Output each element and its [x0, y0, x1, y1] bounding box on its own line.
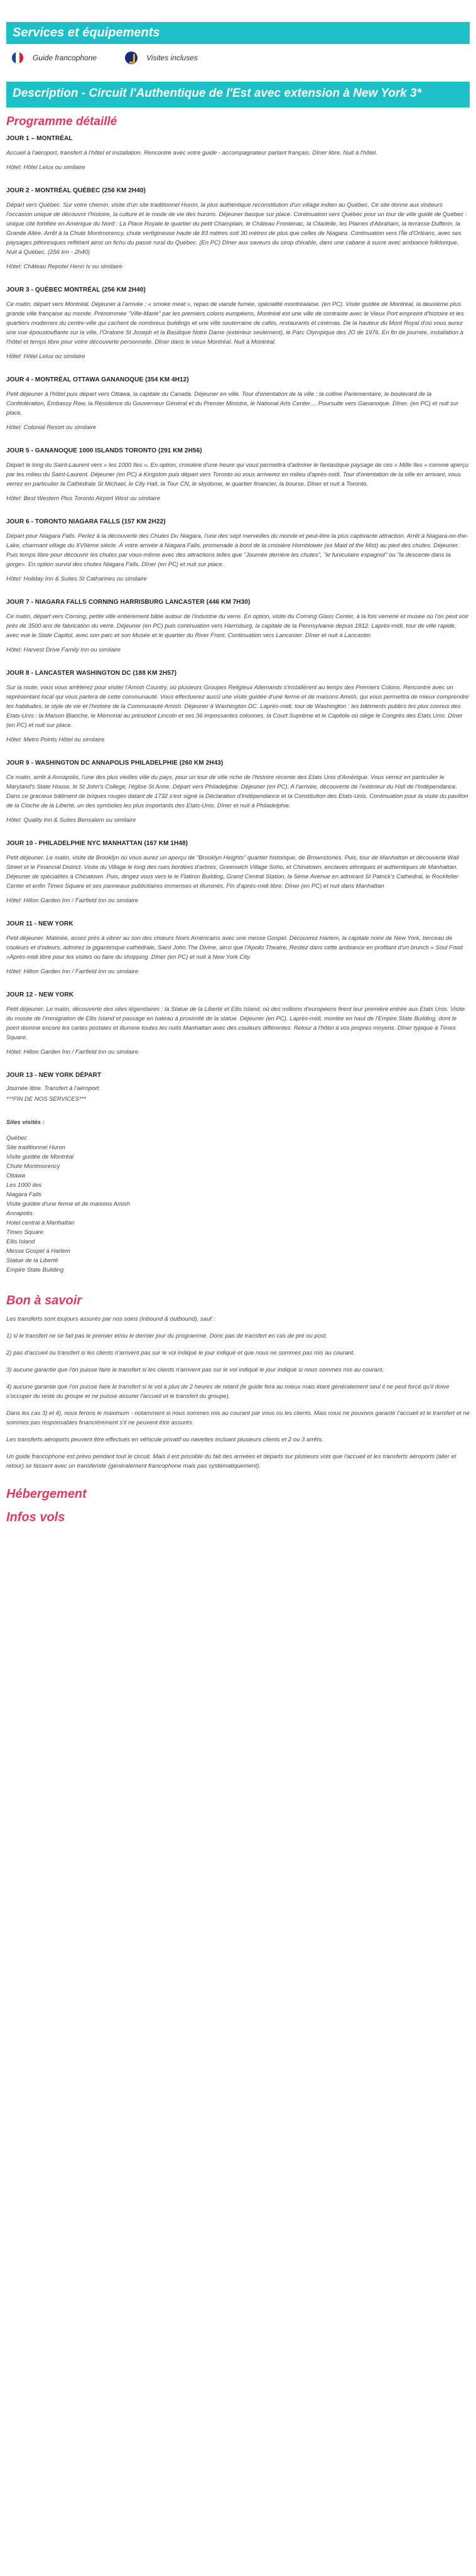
day-title: JOUR 3 - QUÉBEC MONTRÉAL (256 KM 2H40)	[6, 286, 146, 293]
infos-vols-title: Infos vols	[6, 1510, 65, 1524]
site-item: Visite guidée de Montréal	[6, 1153, 74, 1160]
day-title: JOUR 6 - TORONTO NIAGARA FALLS (157 KM 2H22)	[6, 518, 166, 525]
site-item: Empire State Building	[6, 1266, 64, 1274]
day-title: JOUR 2 - MONTRÉAL QUÉBEC (256 KM 2H40)	[6, 187, 146, 194]
site-item: Chute Montmorency	[6, 1162, 60, 1170]
day-text: Départ vers Québec. Sur votre chemin, visite d'un site traditionnel Huron, la plus authentique reconstitution d'un village indien au Québec. Ce site donne aux visiteurs l'occasion unique de découvrir l'histoire, la culture et le mode de vie des hurons. Déjeuner basque sur place. Continuation vers Québec pour un tour de ville guidé de Québec : unique cité fortifiée en Amérique du Nord : La Place Royale le quartier du petit Champlain, le Château Frontenac, la Citadelle, les Plaines d'Abraham, la terrasse Dufferin, la Grande Allée. Arrêt à la Chute Montmorency, chute vertigineuse haute de 83 mètres soit 30 mètres de plus que celles de Niagara. Continuation vers l'Île d'Orléans, avec ses paysages pittoresques reflétant ainsi un fichu du passé rural du Québec. (En PC) Dîner aux saveurs du sirop d'érable, dans une cabane à sucre avec ambiance folklorique. Nuit à Québec. (256 km - 2h40)	[6, 201, 467, 256]
day-text: Petit déjeuner. Matinée, assez près à vibrer au son des chœurs Noirs Américains avec une messe Gospel. Découvrez Harlem, la capitale noire de New York, berceau de couleurs et d'odeurs, admirez la gigantesque cathédrale, Saint John The Divine, ainsi que l'Apollo Theatre. Restez dans cette ambiance en profitant d'un brunch « Soul Food »Après-midi libre pour les visites ou faire du shopping. Dîner (en PC) et nuit à New York City.	[6, 934, 463, 961]
day-title: JOUR 1 – MONTRÉAL	[6, 134, 73, 142]
departure-text: Journée libre. Transfert à l'aéroport.	[6, 1084, 101, 1092]
day-title: JOUR 4 - MONTRÉAL OTTAWA GANANOQUE (354 KM 4H12)	[6, 376, 189, 383]
program-title: Programme détaillé	[6, 114, 117, 128]
day-hotel: Hôtel: Hilton Garden Inn / Fairfield Inn ou similaire	[6, 1048, 139, 1056]
day-title: JOUR 13 - NEW YORK DÉPART	[6, 1071, 102, 1079]
day-hotel: Hôtel: Colonial Resort ou similaire	[6, 423, 97, 431]
day-title: JOUR 8 - LANCASTER WASHINGTON DC (188 KM 2H57)	[6, 669, 177, 677]
site-item: Hotel central à Manhattan	[6, 1219, 75, 1226]
bon-a-savoir-title: Bon à savoir	[6, 1293, 82, 1307]
bon-a-savoir-paragraph: Dans les cas 3) et 4), nous ferons le maximum - notamment si nous sommes mis au courant par vous ou les clients. Mais nous ne pouvons garantir l'accueil et le transfert et ne sommes pas responsables financièrement s'il ne peuvent être assurés.	[6, 1409, 470, 1426]
day-hotel: Hôtel: Metro Points Hôtel ou similaire	[6, 736, 105, 743]
site-item: Ellis Island	[6, 1238, 35, 1245]
day-title: JOUR 10 - PHILADELPHIE NYC MANHATTAN (167 KM 1H48)	[6, 839, 188, 847]
day-hotel: Hôtel: Harvest Drive Family Inn ou similaire	[6, 646, 121, 653]
service-guide-label: Guide francophone	[33, 53, 97, 62]
service-visits-label: Visites incluses	[146, 53, 198, 62]
service-visits	[125, 52, 198, 64]
services-row	[6, 52, 470, 64]
day-title: JOUR 11 - NEW YORK	[6, 920, 73, 927]
day-hotel: Hôtel: Hilton Garden Inn / Fairfield Inn ou similaire	[6, 968, 139, 975]
hebergement-title: Hébergement	[6, 1487, 87, 1501]
visits-included-icon	[125, 52, 138, 64]
day-title: JOUR 7 - NIAGARA FALLS CORNING HARRISBURG LANCASTER (446 KM 7H30)	[6, 598, 251, 606]
service-guide	[11, 52, 97, 64]
site-item: Visite guidée d'une ferme et de maisons Amish	[6, 1200, 131, 1208]
day-hotel: Hôtel: Quality Inn & Suites Bensalem ou similaire	[6, 816, 136, 824]
day-title: JOUR 12 - NEW YORK	[6, 991, 74, 998]
bon-a-savoir-paragraph: 4) aucune garantie que l'on puisse faire le transfert si le vol a plus de 2 heures de retard (le guide fera au mieux mais étant généralement seul il ne peut forcé qu'il doive s'occuper du reste du groupe et ne puisse assurer l'accueil et le transfert du groupe).	[6, 1383, 450, 1400]
day-text: Petit déjeuner. Le matin, visite de Brooklyn où vous aurez un aperçu de "Brooklyn Heights" quartier historique, de Brownstones. Puis, tour de Manhattan et découverte Wall Street et le Financial District. Visite du Village le long des rues bordées d'arbres, Greenwich Village Soho, et Chinatown, enclaves ethniques et authentiques de Manhattan. Déjeuner de spécialités à Chinatown. Puis, dirigez vous vers le le Flatiron Building, Grand Central Station, la 5ème Avenue en admirant St Patrick's Cathedral, le Rockfeller Center et enfin Times Square et ses panneaux publicitaires immenses et illuminés. Fin d'après-midi libre. Dîner (en PC) et nuit dans Manhattan	[6, 854, 459, 890]
site-item: Messe Gospel à Harlem	[6, 1247, 70, 1255]
site-item: Les 1000 iles	[6, 1181, 41, 1189]
site-item: Ottawa	[6, 1172, 26, 1179]
day-hotel: Hôtel: Holiday Inn & Suites St Catharines ou similaire	[6, 575, 147, 582]
day-text: Départ pour Niagara Falls. Perlez à la découverte des Chutes Du Niagara, l'une des sept merveilles du monde et peut-être la plus captivante attraction. Arrêt à Niagara-on-the-Lake, charmant village du XVIIème siècle. À votre arrivée à Niagara Falls, promenade à bord de la croisière Hornblower (ex Maid of the Mist) au pied des chutes. Déjeuner. Puis temps libre pour découvrir les chutes par vous-même avec des attractions telles que "Journée derrière les chutes", "le funiculaire espagnol" ou "la descente dans la gorge». En option survol des chutes Niagara Falls. Dîner (en PC) et nuit sur place.	[6, 532, 468, 568]
day-text: Sur la route, vous vous arrêterez pour visiter l'Amish Country, où plusieurs Groupes Religieux Allemands s'installèrent au temps des Premiers Colons. Rencontre avec un représentant local qui vous parlera de cette communauté. Vous effectuerez aussi une visite guidée d'une ferme et de maisons Amish, qui vous permettra de mieux comprendre les habitudes, le style de vie et l'histoire de la Communauté Amish. Déjeuner à Washington DC. Laprès-midi, tour de Washington : les bâtiments publics les plus connus des Etats-Unis : la Maison Blanche, le Mémorial au président Lincoln et ses 36 impossantes colonnes, la Court Suprême et le Capitole où siège le Congrès des Etats Unis. Dîner (en PC) et nuit sur place.	[6, 684, 469, 729]
site-item: Statue de la Liberté	[6, 1257, 58, 1264]
program-content	[6, 135, 470, 1275]
days-list	[6, 135, 470, 1079]
site-item: Niagara Falls	[6, 1191, 41, 1198]
day-text: Accueil à l'aéroport, transfert à l'hôtel et installation. Rencontre avec votre guide - accompagnateur parlant français. Dîner libre. Nuit à l'hôtel.	[6, 149, 378, 156]
end-of-services: ***FIN DE NOS SERVICES***	[6, 1095, 87, 1103]
day-title: JOUR 5 - GANANOQUE 1000 ISLANDS TORONTO (291 KM 2H56)	[6, 447, 202, 454]
sites-title: Sites visités :	[6, 1118, 45, 1126]
day-text: Ce matin, départ vers Corning, petite ville entièrement bâtie autour de l'industrie du verre. En option, visite du Corning Glass Center, à la fois verrerie et musée où l'on peut voir près de 3500 ans de fabrication du verre. Déjeuner (en PC) puis continuation vers Harrisburg, la capitale de la Pennsylvanie depuis 1812. Laprès-midi, tour de ville rapide, avec vue le State Capitol, avec son parc et son Musée et le quartier du River Front. Continuation vers Lancaster. Dîner et nuit à Lancaster.	[6, 613, 469, 639]
day-hotel: Hôtel: Hôtel Lelux ou similaire	[6, 352, 85, 360]
day-text: Ce matin, arrêt à Annapolis, l'une des plus vieilles ville du pays, pour un tour de ville riche de l'histoire récente des Etats Unis d'Amérique. Vous verrez en particulier le Maryland's State House, le St John's College, l'église St Anne. Départ vers Philadelphie. Déjeuner (en PC). A l'arrivée, découverte de l'extérieur du Hall de l'Indépendance. Dans ce gracieux bâtiment de briques rouges datant de 1732 s'est signé la Déclaration d'Indépendance et la Constitution des Etats-Unis. Continuation pour la visite du pavillon de la Cloche de la Liberté, un des symboles les plus importants des Etats-Unis. Dîner et nuit à Philadelphie.	[6, 773, 468, 809]
bon-a-savoir-paragraph: 3) aucune garantie que l'on puisse faire le transfert si les clients n'arrivent pas sur le vol indiqué le jour indiqué si nous sommes mis au courant.	[6, 1366, 384, 1373]
bon-a-savoir-paragraph: Les transferts aéroports peuvent être effectués en véhicule privatif ou navettes incluant plusieurs clients et 2 ou 3 arrêts.	[6, 1436, 323, 1443]
day-text: Départ le long du Saint-Laurent vers « les 1000 îles ». En option, croisière d'une heure qui vous permettra d'admirer le fantastique paysage de ces « Mille îles » comme aperçu par les milieu du Saint-Laurent. Déjeuner (en PC) à Kingston puis départ vers Toronto où vous arriverez en milieu d'après-midi. Tour d'orientation de la ville en arrivant, vous verrez en particulier la Cathédrale St Michael, le City Hall, la Tour CN, le skydome, le quartier financier, la bourse. Dîner et nuit à Toronto.	[6, 461, 469, 488]
site-item: Québec	[6, 1134, 28, 1142]
site-item: Times Square	[6, 1228, 44, 1236]
day-text: Petit déjeuner à l'hôtel puis départ vers Ottawa, la capitale du Canada. Déjeuner en ville. Tour d'orientation de la ville : la colline Parlementaire, le boulevard de la Confédération, Embassy Row, la Résidence du Gouverneur Général et du Premier Ministre, le National Arts Center.... Poursuite vers Gananoque. Dîner. (en PC) et nuit sur place.	[6, 390, 459, 417]
bon-a-savoir-paragraph: 2) pas d'accueil ou transfert si les clients n'arrivent pas sur le vol indiqué le jour indiqué et que nous ne sommes pas mis au courant.	[6, 1349, 355, 1356]
day-text: Petit déjeuner. Le matin, découverte des sites légendaires : la Statue de la Liberté et Ellis Island, où des millions d'européens firent leur première entrée aux Etats Unis. Visite du musée de l'immigration de Ellis Island et passage en bateau à proximité de la statue. Déjeuner (en PC). Laprès-midi, montée en haut de l'Empire State Building, dont le point domine encore les cartes postales et illumine toutes les nuits Manhattan avec des couleurs différentes. Retour à l'hôtel à vos propres moyens. Dîner typique à Times Square.	[6, 1005, 465, 1041]
bon-a-savoir-paragraph: Les transferts sont toujours assurés par nos soins (inbound & outbound), sauf :	[6, 1315, 215, 1323]
day-title: JOUR 9 - WASHINGTON DC ANNAPOLIS PHILADELPHIE (260 KM 2H43)	[6, 759, 224, 767]
bon-a-savoir-content	[6, 1314, 470, 1471]
day-hotel: Hôtel: Best Western Plus Toronto Airport West ou similaire	[6, 494, 160, 502]
day-text: Ce matin, départ vers Montréal. Déjeuner à l'arrivée ; « smoke meat », repas de viande fumée, spécialité montréalaise. (en PC). Visite guidée de Montréal, la deuxième plus grande ville française au monde. Prénommée "Ville-Marie" par les premiers colons européens, Montréal est une ville de contraste avec le Vieux Port empreint d'histoire et les quartiers modernes du centre-ville qui cachent de nombreux buildings et une ville souterraine de cafés, restaurants et cinémas. De la hauteur du Mont Royal d'où vous aurez une vue époustouflante sur la ville, l'Oratoire St Joseph et la Basilique Notre Dame (extérieur seulement), le Parc Olympique des JO de 1976. En fin de journée, installation à l'hôtel et temps libre pour votre découverte personnelle. Dîner dans le vieux Montréal. Nuit à Montréal.	[6, 300, 464, 346]
description-banner: Description - Circuit l'Authentique de l'Est avec extension à New York 3*	[6, 82, 470, 107]
bon-a-savoir-paragraph: 1) si le transfert ne se fait pas le premier et/ou le dernier jour du programme. Donc pas de transfert en cas de pré ou post.	[6, 1332, 328, 1340]
day-hotel: Hôtel: Château Repotel Henri Iv ou similaire	[6, 263, 122, 270]
french-flag-icon	[11, 52, 24, 64]
site-item: Annapolis	[6, 1209, 33, 1217]
bon-a-savoir-paragraph: Un guide francophone est prévu pendant tout le circuit. Mais il est possible du fait des arrivées et départs sur plusieurs vols que l'accueil et les transferts aéroports (aller et retour) se fassent avec un transferiste (généralement francophone mais pas systématiquement).	[6, 1453, 457, 1470]
services-banner: Services et équipements	[6, 22, 470, 44]
site-item: Site traditionnel Huron	[6, 1143, 65, 1151]
page	[0, 22, 476, 1556]
sites-list	[6, 1133, 470, 1275]
day-hotel: Hôtel: Hôtel Lelux ou similaire	[6, 163, 85, 171]
day-hotel: Hôtel: Hilton Garden Inn / Fairfield Inn ou similaire	[6, 897, 139, 904]
